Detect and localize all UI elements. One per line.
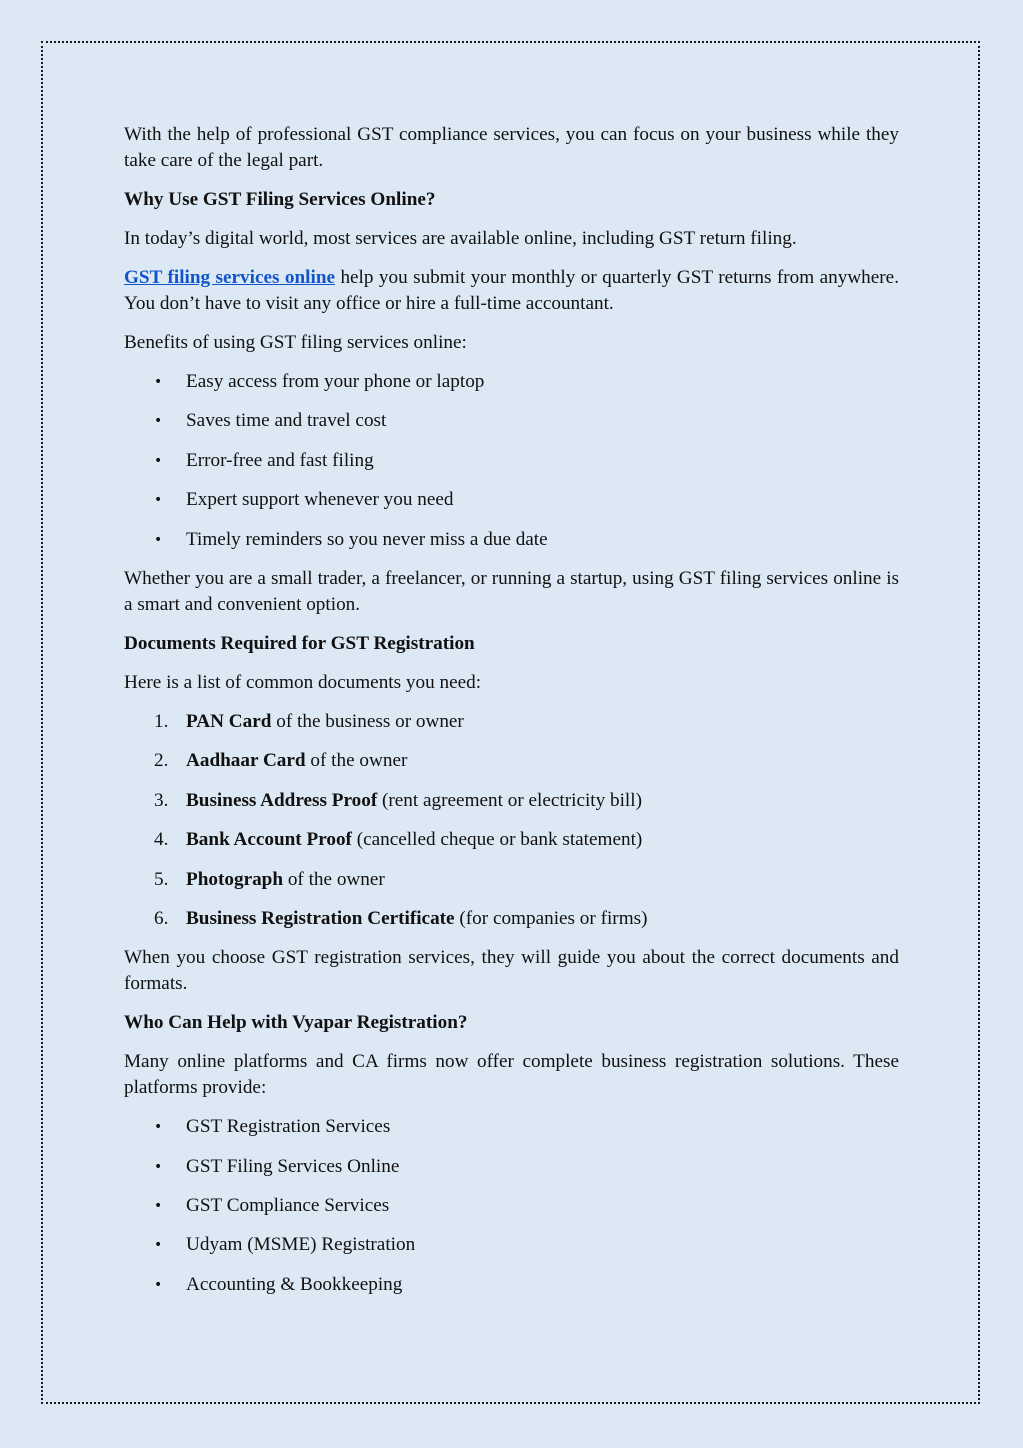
list-item-text: GST Registration Services [186,1116,391,1138]
list-item [124,906,899,932]
services-list [124,1114,899,1298]
list-item [124,1272,899,1298]
document-term: Aadhaar Card [186,750,306,772]
list-item-text: Expert support whenever you need [186,489,454,511]
document-detail: (for companies or firms) [454,907,648,929]
list-number: 1. [154,710,169,732]
document-term: Business Registration Certificate [186,907,455,929]
list-item-text: Timely reminders so you never miss a due date [186,528,548,550]
documents-list [124,709,899,932]
list-item [124,369,899,395]
list-number: 5. [154,868,169,890]
document-term: Business Address Proof [186,789,378,811]
intro-paragraph: With the help of professional GST compliance services, you can focus on your business while they take care of the legal part. [124,124,899,171]
list-item [124,487,899,513]
documents-intro: Here is a list of common documents you need: [124,671,482,693]
list-number: 2. [154,750,169,772]
document-detail: of the owner [283,868,385,890]
list-item-text: Udyam (MSME) Registration [186,1234,416,1256]
list-item [124,1193,899,1219]
who-can-help-intro: Many online platforms and CA firms now offer complete business registration solutions. These platforms provide: [124,1051,899,1099]
document-detail: (rent agreement or electricity bill) [377,789,642,811]
bullet-icon: • [154,492,163,509]
digital-world-paragraph: In today’s digital world, most services are available online, including GST return filing. [124,228,797,249]
filing-online-paragraph [124,265,899,317]
bullet-icon: • [154,1198,163,1215]
list-item [124,527,899,553]
heading-why-use-gst-filing: Why Use GST Filing Services Online? [124,189,436,210]
benefits-list [124,369,899,553]
list-item-text: GST Compliance Services [186,1195,390,1217]
list-item [124,867,899,893]
list-item [124,1114,899,1140]
benefits-closing-paragraph: Whether you are a small trader, a freelancer, or running a startup, using GST filing services online is a smart and convenient option. [124,567,899,615]
list-item [124,448,899,474]
list-item [124,788,899,814]
document-term: PAN Card [186,710,272,732]
list-item [124,748,899,774]
bullet-icon: • [154,452,163,469]
list-item [124,1232,899,1258]
benefits-intro: Benefits of using GST filing services online: [124,332,467,353]
list-item [124,408,899,434]
list-item [124,1154,899,1180]
bullet-icon: • [154,1237,163,1254]
bullet-icon: • [154,1276,163,1293]
heading-who-can-help: Who Can Help with Vyapar Registration? [124,1012,468,1034]
document-body [124,122,899,1311]
bullet-icon: • [154,374,163,390]
list-item-text: Error-free and fast filing [186,449,374,471]
list-item [124,827,899,853]
filing-online-paragraph-text: help you submit your monthly or quarterly GST returns from anywhere. You don’t have to visit any office or hire a full-time accountant. [124,267,899,314]
document-detail: of the owner [305,750,408,772]
gst-filing-services-link[interactable]: GST filing services online [124,267,336,288]
list-item-text: Accounting & Bookkeeping [186,1273,403,1295]
list-item-text: GST Filing Services Online [186,1155,400,1177]
list-number: 6. [154,907,169,929]
bullet-icon: • [154,531,163,548]
bullet-icon: • [154,1119,163,1136]
document-term: Photograph [186,868,284,890]
document-term: Bank Account Proof [186,829,352,851]
list-number: 3. [154,789,169,811]
list-item-text: Saves time and travel cost [186,410,387,432]
list-item [124,709,899,735]
bullet-icon: • [154,1158,163,1175]
bullet-icon: • [154,413,163,430]
documents-closing-paragraph: When you choose GST registration services, they will guide you about the correct documents and formats. [124,947,899,995]
list-item-text: Easy access from your phone or laptop [186,371,485,392]
list-number: 4. [154,829,169,851]
heading-documents-required: Documents Required for GST Registration [124,632,475,654]
document-detail: of the business or owner [271,710,464,732]
document-detail: (cancelled cheque or bank statement) [351,829,643,851]
